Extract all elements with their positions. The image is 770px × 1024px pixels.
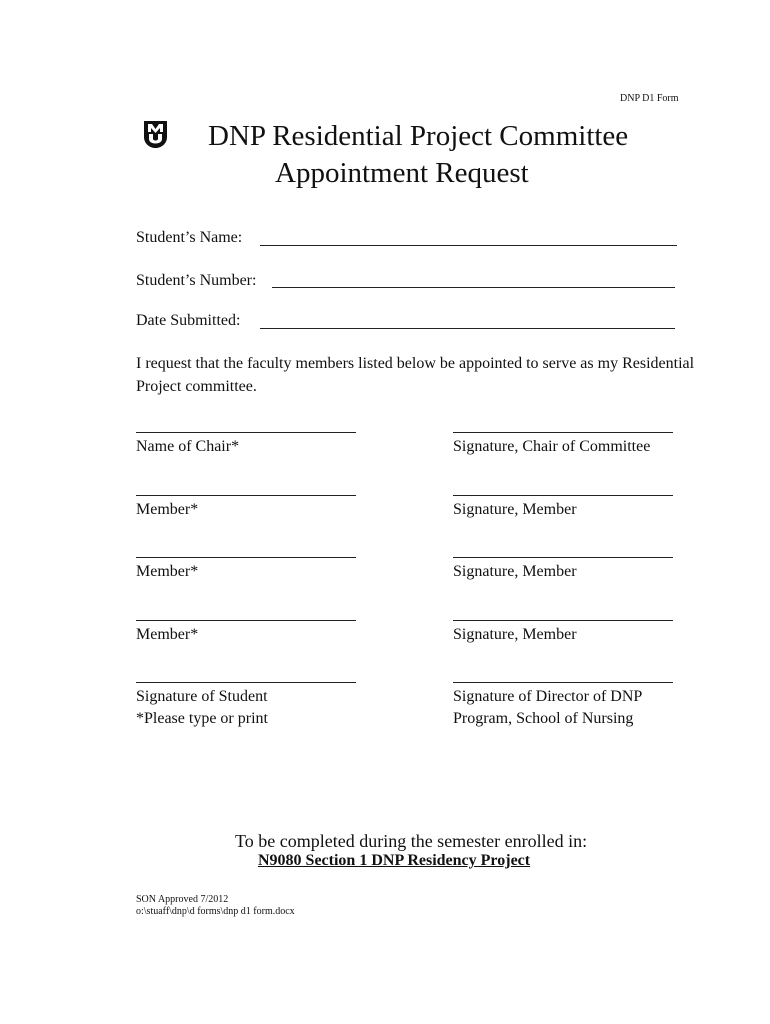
member3-label: Member*	[136, 626, 199, 643]
member2-signature-label: Signature, Member	[453, 563, 577, 580]
chair-signature-label: Signature, Chair of Committee	[453, 438, 651, 455]
student-name-label: Student’s Name:	[136, 229, 243, 246]
member2-label: Member*	[136, 563, 199, 580]
type-or-print-note: *Please type or print	[136, 710, 268, 727]
member1-label: Member*	[136, 501, 199, 518]
member1-name-line[interactable]	[136, 495, 356, 496]
student-name-field[interactable]	[260, 245, 677, 246]
director-signature-line[interactable]	[453, 682, 673, 683]
member3-signature-line[interactable]	[453, 620, 673, 621]
form-title-line2: Appointment Request	[275, 157, 529, 189]
file-path-note: o:\stuaff\dnp\d forms\dnp d1 form.docx	[136, 906, 295, 917]
date-submitted-field[interactable]	[260, 328, 675, 329]
member3-signature-label: Signature, Member	[453, 626, 577, 643]
director-signature-label-line1: Signature of Director of DNP	[453, 688, 643, 705]
chair-signature-line[interactable]	[453, 432, 673, 433]
form-title-line1: DNP Residential Project Committee	[208, 120, 629, 152]
chair-name-label: Name of Chair*	[136, 438, 240, 455]
student-number-label: Student’s Number:	[136, 272, 257, 289]
member1-signature-line[interactable]	[453, 495, 673, 496]
form-id: DNP D1 Form	[620, 93, 679, 104]
member3-name-line[interactable]	[136, 620, 356, 621]
mu-logo-icon	[143, 120, 168, 149]
course-name: N9080 Section 1 DNP Residency Project	[258, 852, 531, 869]
request-statement: I request that the faculty members listed below be appointed to serve as my Residential Project committee.	[136, 355, 695, 395]
date-submitted-label: Date Submitted:	[136, 312, 241, 329]
member1-signature-label: Signature, Member	[453, 501, 577, 518]
student-signature-line[interactable]	[136, 682, 356, 683]
member2-signature-line[interactable]	[453, 557, 673, 558]
chair-name-line[interactable]	[136, 432, 356, 433]
director-signature-label-line2: Program, School of Nursing	[453, 710, 634, 727]
student-number-field[interactable]	[272, 287, 675, 288]
member2-name-line[interactable]	[136, 557, 356, 558]
student-signature-label: Signature of Student	[136, 688, 268, 705]
semester-instruction: To be completed during the semester enrolled in:	[235, 831, 588, 851]
approval-note: SON Approved 7/2012	[136, 894, 229, 905]
